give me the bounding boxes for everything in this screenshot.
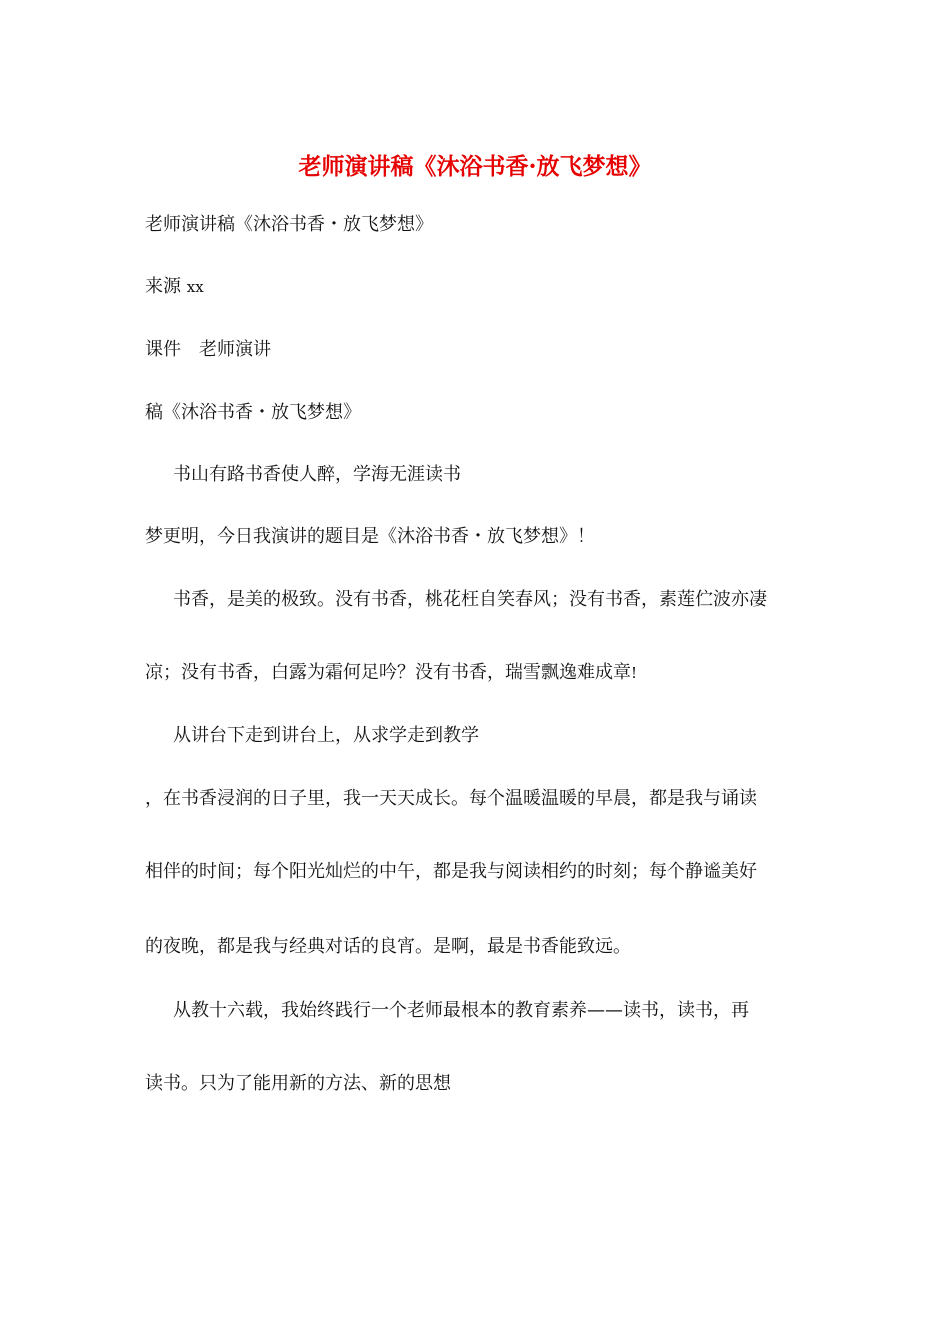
paragraph-2-line-2-text: 凉；没有书香，白露为霜何足吟？没有书香，瑞雪飘逸难成章 [145, 662, 631, 683]
paragraph-4-line-2: 读书。只为了能用新的方法、新的思想 [145, 1073, 451, 1094]
paragraph-2-line-1: 书香，是美的极致。没有书香，桃花枉自笑春风；没有书香，素莲伫波亦凄 [173, 589, 767, 610]
paragraph-3-line-1: 从讲台下走到讲台上，从求学走到教学 [173, 725, 479, 746]
paragraph-3-line-3: 相伴的时间；每个阳光灿烂的中午，都是我与阅读相约的时刻；每个静谧美好 [145, 861, 757, 882]
paragraph-4-line-1: 从教十六载，我始终践行一个老师最根本的教育素养——读书，读书，再 [173, 1000, 749, 1021]
document-title: 老师演讲稿《沐浴书香·放飞梦想》 [298, 153, 652, 180]
source-label: 来源 [145, 276, 181, 297]
paragraph-3-line-2: ，在书香浸润的日子里，我一天天成长。每个温暖温暖的早晨，都是我与诵读 [145, 788, 757, 809]
paragraph-2-line-2 [145, 660, 637, 686]
text-line-title-cont: 稿《沐浴书香・放飞梦想》 [145, 402, 361, 423]
text-line-source [145, 274, 204, 300]
paragraph-1-line-1: 书山有路书香使人醉，学海无涯读书 [173, 464, 461, 485]
source-value: xx [186, 278, 204, 296]
text-line-subtitle: 老师演讲稿《沐浴书香・放飞梦想》 [145, 214, 433, 235]
paragraph-3-line-4: 的夜晚，都是我与经典对话的良宵。是啊，最是书香能致远。 [145, 936, 631, 957]
paragraph-1-line-2: 梦更明，今日我演讲的题目是《沐浴书香・放飞梦想》！ [145, 526, 595, 547]
paragraph-2-exclamation: ! [631, 664, 638, 682]
text-line-category: 课件 老师演讲 [145, 339, 271, 360]
